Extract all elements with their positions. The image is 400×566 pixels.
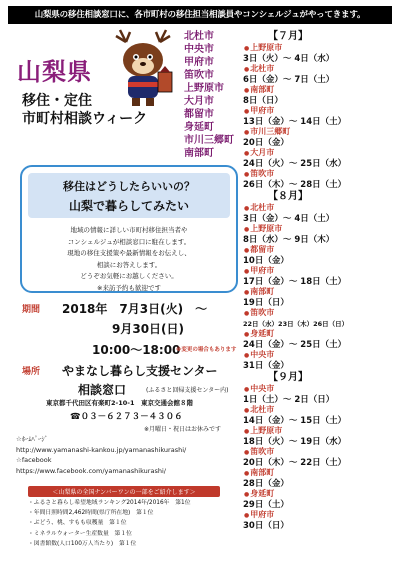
schedule-city [244, 127, 395, 138]
info-box [20, 165, 238, 293]
schedule-date: 24日（金）～ 25日（土） [243, 340, 347, 350]
info-body-line: 現地の移住支援策や最新情報をお伝えし、 [67, 249, 191, 257]
holiday-note: ※月曜日・祝日はお休みです [144, 426, 222, 433]
period-start: 2018年 7月3日(火) ～ [62, 302, 208, 316]
schedule-date: 17日（金）～ 18日（土） [243, 277, 347, 287]
schedule-city [244, 203, 395, 214]
facebook-label: ☆facebook [16, 456, 52, 464]
schedule-city-name: 中央市 [250, 350, 275, 359]
homepage-link[interactable]: http://www.yamanashi-kankou.jp/yamanashikurashi/ [16, 445, 187, 454]
schedule-city [244, 426, 395, 437]
city-item: 笛吹市 [184, 70, 214, 81]
schedule-city-name: 南部町 [250, 468, 275, 477]
hours: 10:00～18:00 [92, 343, 181, 357]
schedule-city [244, 85, 395, 96]
bullet-icon: ● [244, 310, 250, 317]
info-body-line: 地域の情報に詳しい市町村移住担当者や [70, 226, 188, 234]
schedule-date: 3日（金）～ 4日（土） [243, 214, 335, 224]
schedule-city [244, 64, 395, 75]
schedule-city [244, 266, 395, 277]
bullet-icon: ● [244, 66, 250, 73]
ranking-list [28, 498, 220, 549]
city-item: 身延町 [184, 122, 214, 133]
schedule-city-name: 上野原市 [250, 43, 283, 52]
info-body-line: コンシェルジュが相談窓口に駐在します。 [67, 237, 191, 246]
schedule-city-name: 南部町 [250, 85, 275, 94]
schedule-entry [240, 510, 395, 531]
schedule-entry [240, 308, 395, 329]
ranking-item: ・ぶどう、桃、すもも収穫量 第１位 [28, 520, 127, 527]
links [16, 434, 186, 476]
schedule-date: 31日（金） [243, 361, 289, 371]
schedule-city [244, 245, 395, 256]
homepage-label: ☆ﾎｰﾑﾍﾟｰｼﾞ [16, 435, 48, 443]
city-item: 南部町 [184, 148, 214, 159]
city-item: 大月市 [184, 96, 214, 107]
schedule-city [244, 329, 395, 340]
period-end: 9月30日(日) [112, 322, 185, 336]
schedule-city-name: 南部町 [250, 287, 275, 296]
bullet-icon: ● [244, 108, 250, 115]
schedule-city-name: 身延町 [250, 489, 275, 498]
title-subtitle-2: 市町村相談ウィーク [22, 111, 148, 127]
schedule-city-name: 市川三郷町 [250, 127, 291, 136]
bullet-icon: ● [244, 470, 250, 477]
schedule-entry [240, 64, 395, 85]
schedule-entry [240, 287, 395, 308]
bullet-icon: ● [244, 449, 250, 456]
title-yamanashi: 山梨県 [17, 58, 92, 86]
schedule-city-name: 北杜市 [250, 405, 275, 414]
schedule-city [244, 308, 395, 319]
info-body [28, 225, 230, 294]
schedule-date: 19日（日） [243, 298, 289, 308]
ranking-box [28, 486, 220, 564]
venue-name: やまなし暮らし支援センター [62, 364, 218, 378]
bullet-icon: ● [244, 226, 250, 233]
schedule-date: 8日（日） [243, 96, 283, 106]
bullet-icon: ● [244, 512, 250, 519]
bullet-icon: ● [244, 150, 250, 157]
schedule-date: 8日（水）～ 9日（木） [243, 235, 335, 245]
schedule-city-name: 大月市 [250, 148, 275, 157]
schedule-city [244, 169, 395, 180]
schedule-city-name: 中央市 [250, 384, 275, 393]
schedule-entry [240, 489, 395, 510]
schedule-entry [240, 266, 395, 287]
hours-note: ※変更の場合もあります [176, 347, 237, 353]
schedule-date: 10日（金） [243, 256, 289, 266]
schedule-entry [240, 127, 395, 148]
schedule-city-name: 身延町 [250, 329, 275, 338]
schedule-entry [240, 468, 395, 489]
schedule-city [244, 43, 395, 54]
facebook-link[interactable]: https://www.facebook.com/yamanashikurashi/ [16, 466, 166, 475]
schedule-date: 30日（日） [243, 521, 289, 531]
schedule-entry [240, 405, 395, 426]
schedule-city [244, 350, 395, 361]
schedule-date: 20日（金） [243, 138, 289, 148]
schedule-month: 【７月】 [268, 31, 308, 42]
schedule-city [244, 384, 395, 395]
ranking-title: ＜山梨県の全国ナンバーワンの一部をご紹介します＞ [28, 486, 220, 497]
schedule-date: 6日（金）～ 7日（土） [243, 75, 335, 85]
schedule-date: 18日（火）～ 19日（水） [243, 437, 347, 447]
schedule-city [244, 106, 395, 117]
ranking-item: ・年間日照時間2,462時間(県庁所在地) 第１位 [28, 510, 154, 517]
info-answer: 山梨で暮らしてみたい [68, 199, 189, 213]
schedule-city-name: 甲府市 [250, 106, 275, 115]
info-box-header [28, 173, 230, 218]
schedule-entry [240, 245, 395, 266]
top-banner: 山梨県の移住相談窓口に、各市町村の移住担当相談員やコンシェルジュがやってきます。 [8, 6, 392, 24]
schedule-entry [240, 106, 395, 127]
schedule-month: 【９月】 [268, 372, 308, 383]
schedule-entry [240, 43, 395, 64]
bullet-icon: ● [244, 87, 250, 94]
venue-counter: 相談窓口 [78, 383, 127, 397]
schedule-city-name: 北杜市 [250, 203, 275, 212]
bullet-icon: ● [244, 386, 250, 393]
city-item: 甲府市 [184, 57, 214, 68]
schedule-entry [240, 426, 395, 447]
bullet-icon: ● [244, 129, 250, 136]
bullet-icon: ● [244, 289, 250, 296]
ranking-item: ・図書館数(人口100万人当たり) 第１位 [28, 540, 137, 547]
schedule-date: 24日（火）～ 25日（水） [243, 159, 347, 169]
schedule-entry [240, 447, 395, 468]
period-tag: 期間 [22, 305, 41, 315]
bullet-icon: ● [244, 428, 250, 435]
info-body-line: ※来訪予約も歓迎です [97, 283, 161, 292]
schedule-city-name: 甲府市 [250, 266, 275, 275]
city-item: 都留市 [184, 109, 214, 120]
bullet-icon: ● [244, 247, 250, 254]
schedule-city [244, 287, 395, 298]
city-item: 上野原市 [184, 83, 224, 94]
schedule-entry [240, 329, 395, 350]
info-body-line: どうぞお気軽にお越しください。 [80, 272, 178, 280]
bullet-icon: ● [244, 407, 250, 414]
schedule-date: 22日（水）23日（木）26日（日） [243, 320, 349, 328]
schedule-city-name: 都留市 [250, 245, 275, 254]
schedule-entry [240, 169, 395, 190]
schedule-city [244, 405, 395, 416]
title-subtitle-1: 移住・定住 [22, 93, 92, 109]
schedule-city-name: 笛吹市 [250, 447, 275, 456]
schedule-month: 【８月】 [268, 191, 308, 202]
bullet-icon: ● [244, 352, 250, 359]
ranking-item: ・ふるさと暮らし希望地域ランキング2014年/2016年 第1位 [28, 500, 191, 506]
bullet-icon: ● [244, 171, 250, 178]
schedule-city-name: 北杜市 [250, 64, 275, 73]
schedule-entry [240, 224, 395, 245]
deer-mascot-icon [108, 28, 182, 108]
city-item: 中央市 [184, 44, 214, 55]
schedule-city [244, 489, 395, 500]
schedule-date: 26日（木）～ 28日（土） [243, 180, 347, 190]
schedule-city [244, 148, 395, 159]
venue-note: (ふるさと回帰支援センター内) [146, 387, 229, 394]
schedule-entry [240, 203, 395, 224]
schedule-city-name: 笛吹市 [250, 308, 275, 317]
schedule-entry [240, 148, 395, 169]
schedule-date: 20日（木）～ 22日（土） [243, 458, 347, 468]
schedule-entry [240, 85, 395, 106]
schedule-entry [240, 384, 395, 405]
bullet-icon: ● [244, 331, 250, 338]
bullet-icon: ● [244, 268, 250, 275]
city-list [184, 30, 240, 160]
info-question: 移住はどうしたらいいの？ [63, 180, 195, 193]
bullet-icon: ● [244, 45, 250, 52]
bullet-icon: ● [244, 491, 250, 498]
phone: ☎０３－６２７３－４３０６ [70, 412, 183, 422]
schedule-date: 1日（土）～ 2日（日） [243, 395, 335, 405]
schedule-date: 14日（金）～ 15日（土） [243, 416, 347, 426]
schedule-date: 3日（火）～ 4日（水） [243, 54, 335, 64]
schedule-city [244, 447, 395, 458]
schedule-entry [240, 350, 395, 371]
schedule [240, 30, 395, 531]
schedule-date: 29日（土） [243, 500, 289, 510]
schedule-date: 13日（金）～ 14日（土） [243, 117, 347, 127]
address: 東京都千代田区有楽町2-10-1 東京交通会館８階 [46, 399, 193, 407]
schedule-city-name: 上野原市 [250, 224, 283, 233]
schedule-city [244, 510, 395, 521]
city-item: 北杜市 [184, 31, 214, 42]
schedule-city [244, 468, 395, 479]
venue-tag: 場所 [22, 367, 41, 377]
schedule-date: 28日（金） [243, 479, 289, 489]
city-item: 市川三郷町 [184, 135, 234, 146]
schedule-city-name: 甲府市 [250, 510, 275, 519]
schedule-city [244, 224, 395, 235]
schedule-city-name: 上野原市 [250, 426, 283, 435]
bullet-icon: ● [244, 205, 250, 212]
ranking-item: ・ミネラルウォーター生産数量 第１位 [28, 530, 132, 537]
info-body-line: 相談にお答えします。 [96, 260, 162, 269]
schedule-city-name: 笛吹市 [250, 169, 275, 178]
